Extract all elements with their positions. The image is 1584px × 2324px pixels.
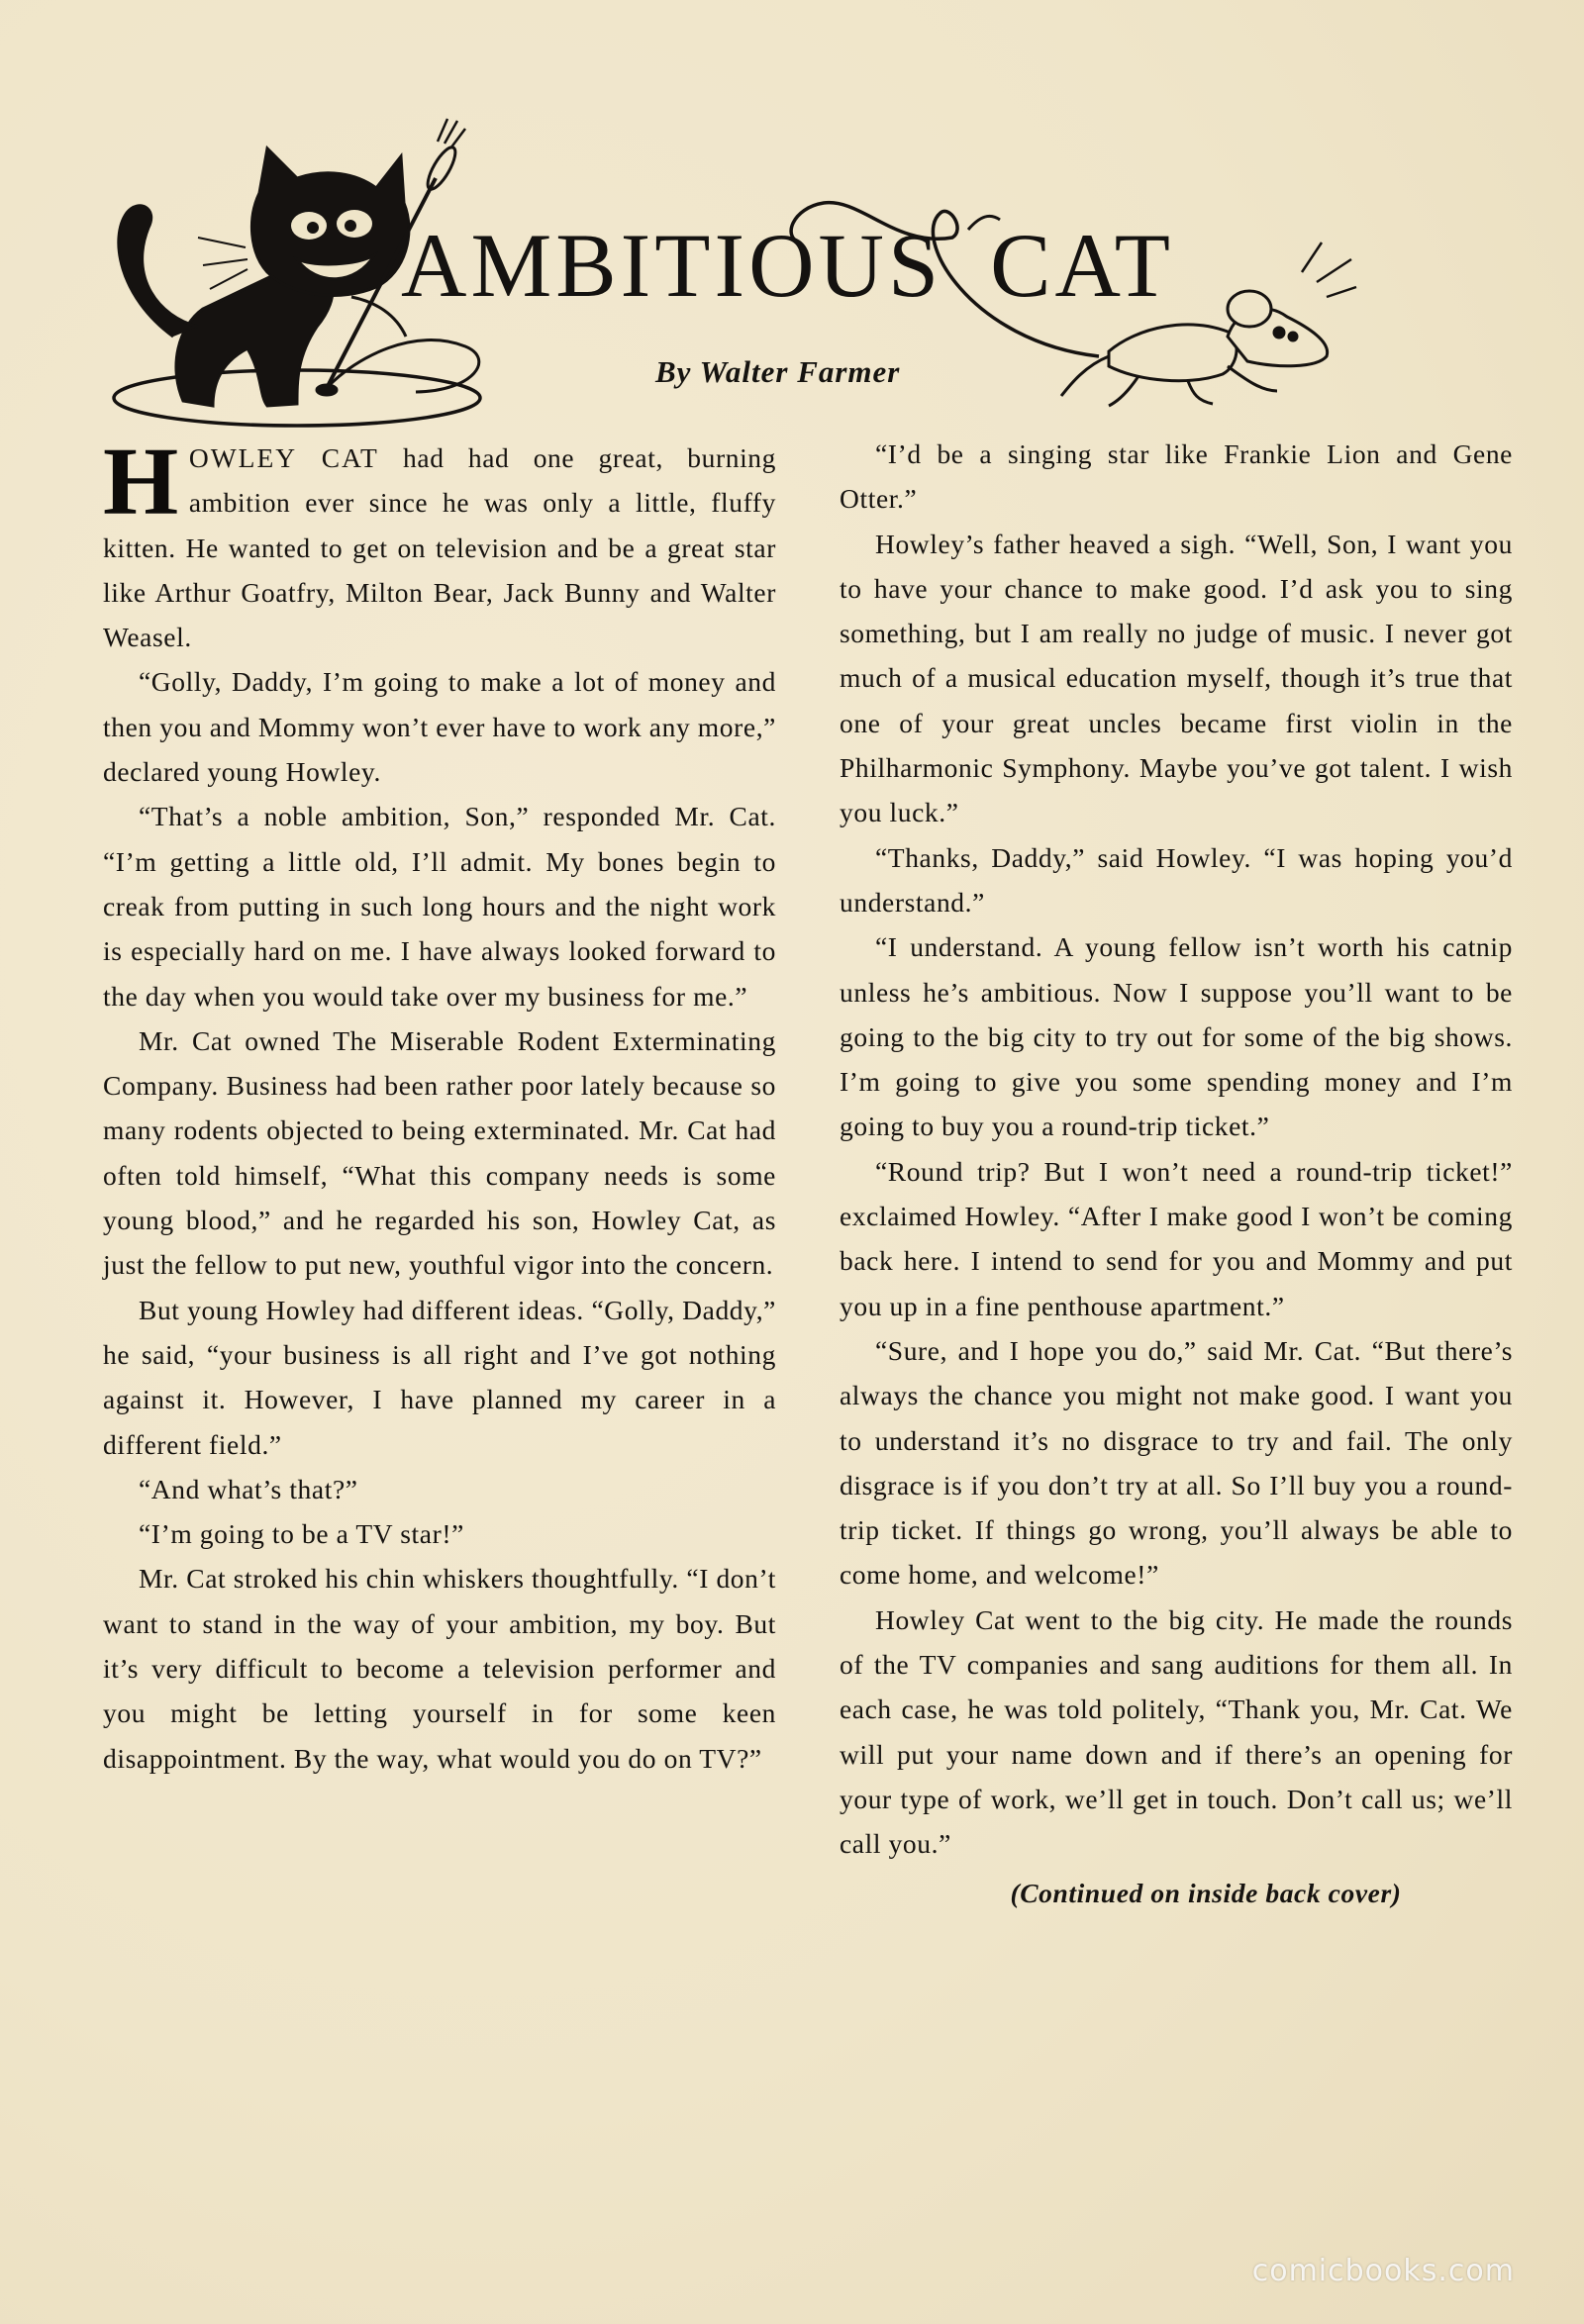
- continued-note: (Continued on inside back cover): [1010, 1877, 1402, 1908]
- watermark: comicbooks.com: [1251, 2254, 1515, 2288]
- paragraph: But young Howley had different ideas. “Golly, Daddy,” he said, “your business is all right and I’ve got nothing against it. However, I have planned my career in a different field.”: [103, 1294, 776, 1460]
- title-word-2: CAT: [990, 215, 1174, 316]
- paragraph: “I understand. A young fellow isn’t worth his catnip unless he’s ambitious. Now I suppose you’ll want to be going to the big city to try out for some of the big shows. I’m going to give you some spending money and I’m going to buy you a round-trip ticket.”: [840, 931, 1513, 1142]
- lead-in: OWLEY CAT: [188, 442, 379, 473]
- paragraph: “Round trip? But I won’t need a round-trip ticket!” exclaimed Howley. “After I make good I won’t be coming back here. I intend to send for you and Mommy and put you up in a fine penthouse apartment.”: [840, 1155, 1513, 1321]
- paragraph: Mr. Cat owned The Miserable Rodent Exterminating Company. Business had been rather poor lately because so many rodents objected to being exterminated. Mr. Cat had often told himself, “What this company needs is some young blood,” and he regarded his son, Howley Cat, as just the fellow to put new, youthful vigor into the concern.: [103, 1024, 776, 1281]
- paragraph: “Sure, and I hope you do,” said Mr. Cat. “But there’s always the chance you might not make good. I want you to understand it’s no disgrace to try and fail. The only disgrace is if you don’t try at all. So I’ll buy you a round-trip ticket. If things go wrong, you’ll always be able to come home, and welcome!”: [840, 1334, 1513, 1591]
- paragraph: Howley’s father heaved a sigh. “Well, Son, I want you to have your chance to make good. I’d ask you to sing something, but I am really no judge of music. I never got much of a musical education myself, though it’s true that one of your great uncles became first violin in the Philharmonic Symphony. Maybe you’ve got talent. I wish you luck.”: [840, 528, 1513, 828]
- paragraph: Mr. Cat stroked his chin whiskers thoughtfully. “I don’t want to stand in the way of your ambition, my boy. But it’s very difficult to become a television performer and you might be letting yourself in for some keen disappointment. By the way, what would you do on TV?”: [103, 1563, 776, 1774]
- paragraph: “I’d be a singing star like Frankie Lion and Gene Otter.”: [840, 438, 1513, 515]
- paragraph: Howley Cat went to the big city. He made the rounds of the TV companies and sang auditions for them all. In each case, he was told politely, “Thank you, Mr. Cat. We will put your name down and if there’s an opening for your type of work, we’ll get in touch. Don’t call us; we’ll call you.”: [840, 1603, 1513, 1860]
- story-title: [401, 215, 1174, 316]
- drop-cap: H: [103, 429, 179, 535]
- paragraph: “And what’s that?”: [139, 1473, 358, 1504]
- story-header: [0, 0, 1584, 436]
- column-right: [840, 432, 1513, 1915]
- paragraph: “Golly, Daddy, I’m going to make a lot of money and then you and Mommy won’t ever have to work any more,” declared young Howley.: [103, 666, 776, 788]
- paragraph: HOWLEY CAT had had one great, burning ambition ever since he was only a little, fluffy kitten. He wanted to get on television and be a great star like Arthur Goatfry, Milton Bear, Jack Bunny and Walter Weasel.: [103, 429, 777, 653]
- paragraph: “Thanks, Daddy,” said Howley. “I was hoping you’d understand.”: [840, 841, 1513, 918]
- paragraph: “That’s a noble ambition, Son,” responded Mr. Cat. “I’m getting a little old, I’ll admit. My bones begin to creak from putting in such long hours and the night work is especially hard on me. I have always looked forward to the day when you would take over my business for me.”: [103, 801, 776, 1012]
- paragraph: “I’m going to be a TV star!”: [139, 1518, 464, 1550]
- title-word-1: AMBITIOUS: [401, 215, 943, 316]
- byline: By Walter Farmer: [655, 354, 901, 389]
- column-left: [103, 429, 777, 1781]
